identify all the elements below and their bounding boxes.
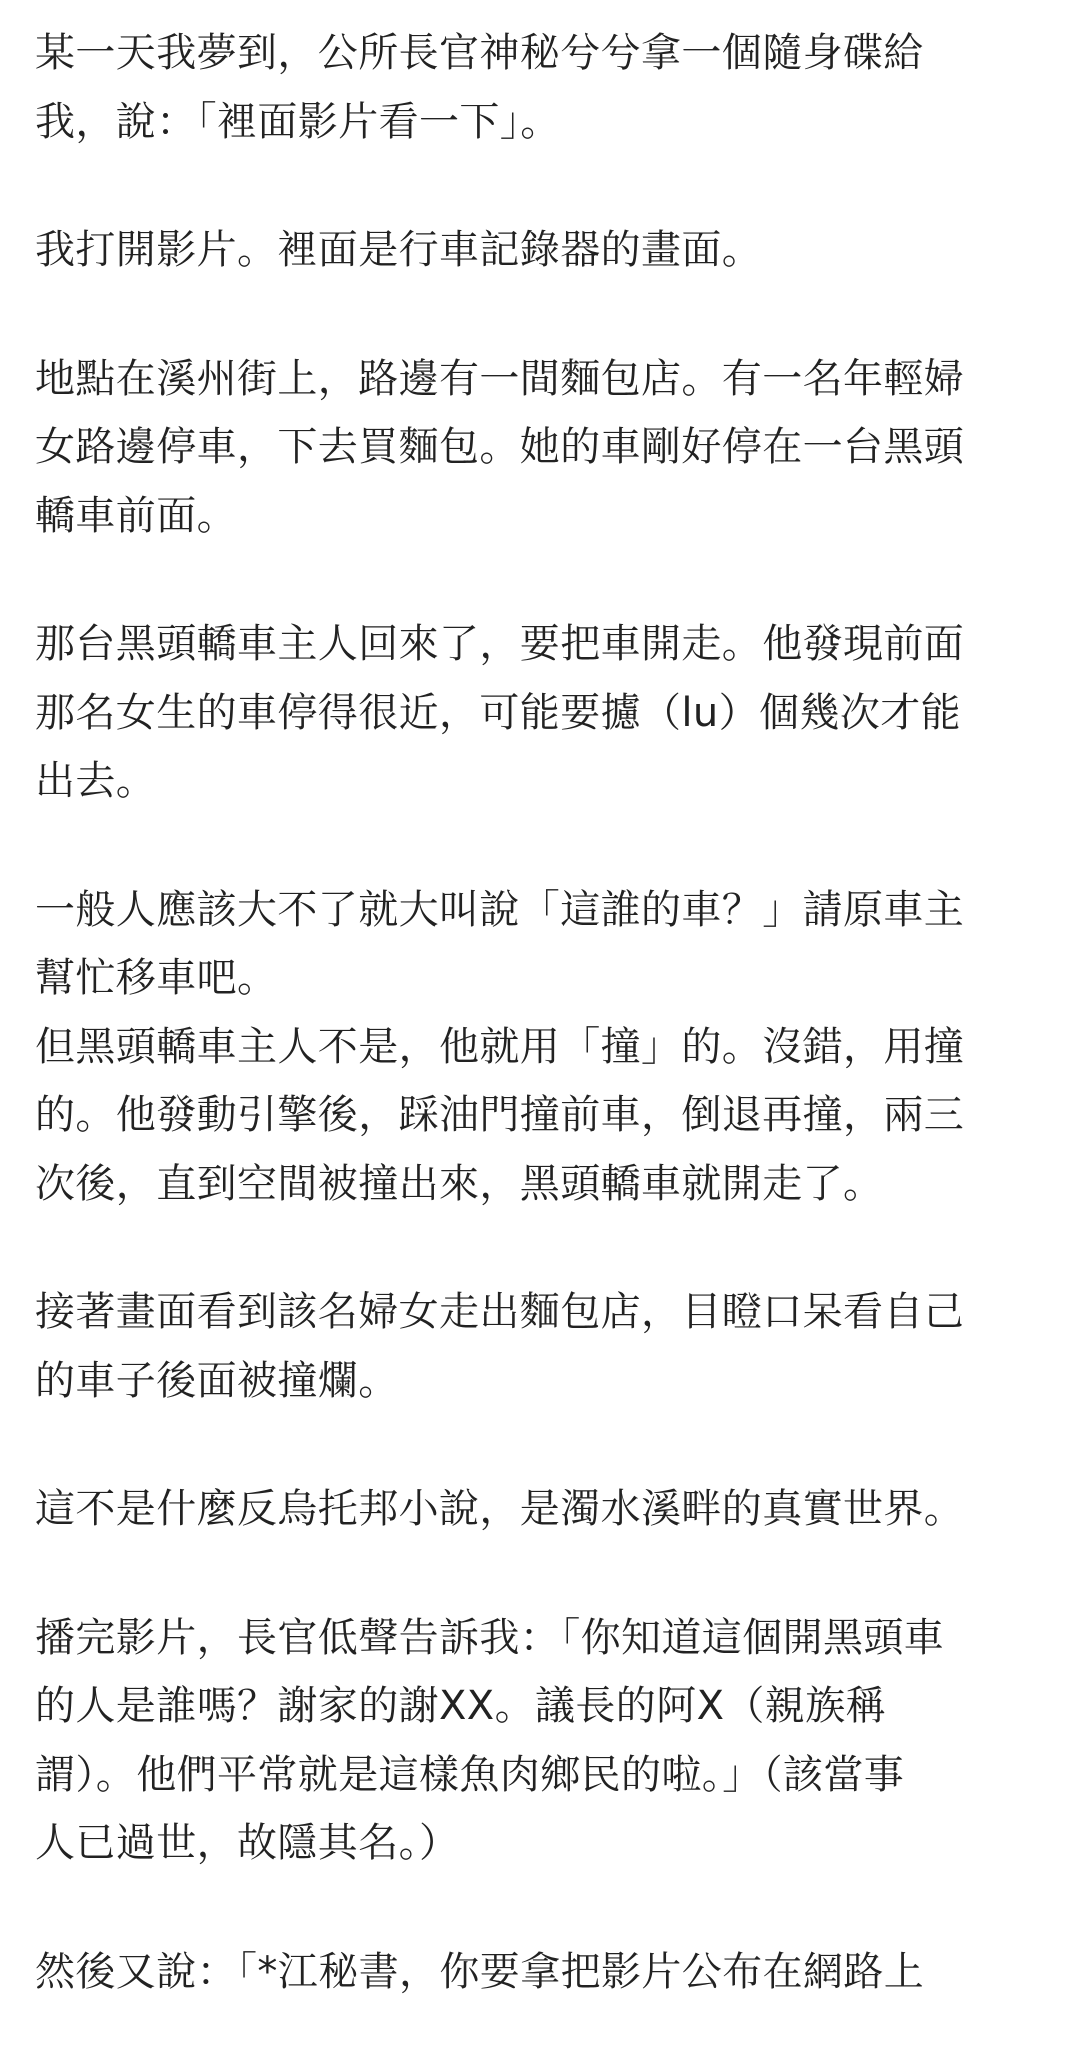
post-body — [35, 19, 1045, 2066]
paragraph: 我打開影片。裡面是行車記錄器的畫面。 — [35, 227, 763, 273]
paragraph: 某一天我夢到，公所長官神秘兮兮拿一個隨身碟給 我，說：「裡面影片看一下」。 — [35, 30, 924, 145]
paragraph: 然後又說：「*江秘書，你要拿把影片公布在網路上 — [35, 1948, 925, 1995]
paragraph: 播完影片，長官低聲告訴我：「你知道這個開黑頭車 的人是誰嗎？謝家的謝XX。議長的阿X（親族稱 謂）。他們平常就是這樣魚肉鄉民的啦。」（該當事 人已過世，故隱其名。） — [35, 1614, 945, 1866]
paragraph: 這不是什麼反烏托邦小說，是濁水溪畔的真實世界。 — [35, 1486, 965, 1532]
paragraph: 一般人應該大不了就大叫說「這誰的車？」請原車主 幫忙移車吧。 — [35, 886, 965, 1001]
paragraph: 但黑頭轎車主人不是，他就用「撞」的。沒錯，用撞 的。他發動引擎後，踩油門撞前車，倒退再撞，兩三 次後，直到空間被撞出來，黑頭轎車就開走了。 — [35, 1023, 965, 1207]
paragraph: 那台黑頭轎車主人回來了，要把車開走。他發現前面 那名女生的車停得很近，可能要攄（lu）個幾次才能 出去。 — [35, 621, 965, 804]
paragraph: 地點在溪州街上，路邊有一間麵包店。有一名年輕婦 女路邊停車，下去買麵包。她的車剛好停在一台黑頭 轎車前面。 — [35, 355, 965, 539]
paragraph: 接著畫面看到該名婦女走出麵包店，目瞪口呆看自己 的車子後面被撞爛。 — [35, 1289, 965, 1404]
